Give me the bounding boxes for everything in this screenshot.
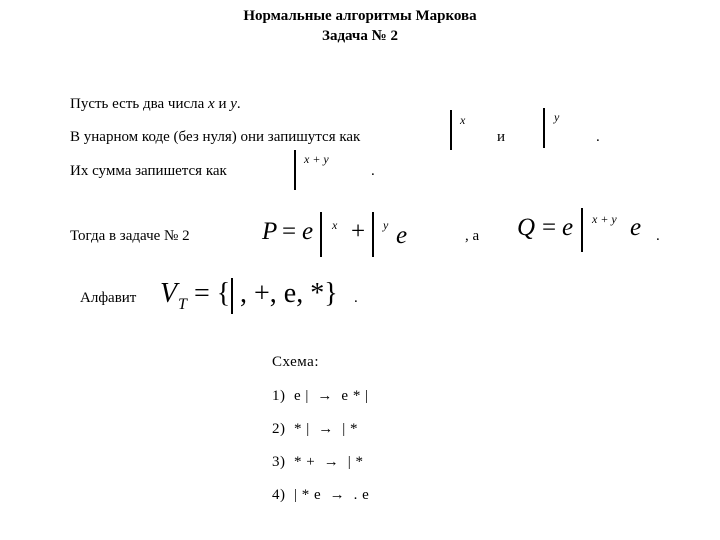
formula-q-eq: = <box>542 214 557 241</box>
scheme-rule: 2) * | → | * <box>272 421 359 437</box>
sum-label: x + y <box>304 152 329 166</box>
page-title: Нормальные алгоритмы Маркова <box>243 8 477 24</box>
formula-p-e1: e <box>302 218 314 245</box>
arrow-icon: → <box>323 454 340 470</box>
arrow-icon: → <box>317 388 333 404</box>
scheme-rule: 3) * + → | * <box>272 454 364 470</box>
scheme-rule: 1) e | → e * | <box>272 388 369 404</box>
intro-line: Пусть есть два числа x и y. <box>70 96 241 112</box>
alphabet-rest: , +, e, *} <box>240 278 338 309</box>
formula-p: P <box>262 218 278 245</box>
alphabet-bar <box>231 278 233 314</box>
unary-x-label: x <box>460 113 466 127</box>
formula-p-plus: + <box>351 218 366 245</box>
arrow-icon: → <box>318 421 334 437</box>
alphabet-sub-t: T <box>178 296 187 313</box>
alphabet-label: Алфавит <box>80 290 137 306</box>
formula-comma-a: , а <box>465 228 480 244</box>
unary-and: и <box>497 129 506 145</box>
formula-q: Q <box>517 214 536 241</box>
scheme-heading: Схема: <box>272 354 320 370</box>
formula-p-bar1 <box>320 212 322 257</box>
formula-q-bar <box>581 208 583 252</box>
formula-q-e1: e <box>562 214 574 241</box>
formula-q-e2: e <box>630 214 642 241</box>
page-subtitle: Задача № 2 <box>322 28 398 44</box>
unary-y-label: y <box>554 110 560 124</box>
alphabet-period: . <box>354 290 358 306</box>
sum-line: Их сумма запишется как <box>70 163 227 179</box>
unary-x-bar <box>450 110 452 150</box>
task-line: Тогда в задаче № 2 <box>70 228 190 244</box>
alphabet-v: V <box>160 278 178 309</box>
unary-line: В унарном коде (без нуля) они запишутся как <box>70 129 361 145</box>
sum-period: . <box>371 163 375 179</box>
arrow-icon: → <box>329 487 346 503</box>
formula-p-y: y <box>383 218 389 232</box>
sum-bar <box>294 150 296 190</box>
alphabet-eq-brace: = { <box>194 278 231 309</box>
formula-p-x: x <box>332 218 338 232</box>
formula-p-eq: = <box>282 218 297 245</box>
formula-p-e2: e <box>396 222 408 249</box>
formula-p-bar2 <box>372 212 374 257</box>
scheme-rule: 4) | * e → . e <box>272 487 370 503</box>
unary-y-bar <box>543 108 545 148</box>
formula-q-label: x + y <box>592 212 617 226</box>
unary-period: . <box>596 129 600 145</box>
formula-q-period: . <box>656 228 660 244</box>
